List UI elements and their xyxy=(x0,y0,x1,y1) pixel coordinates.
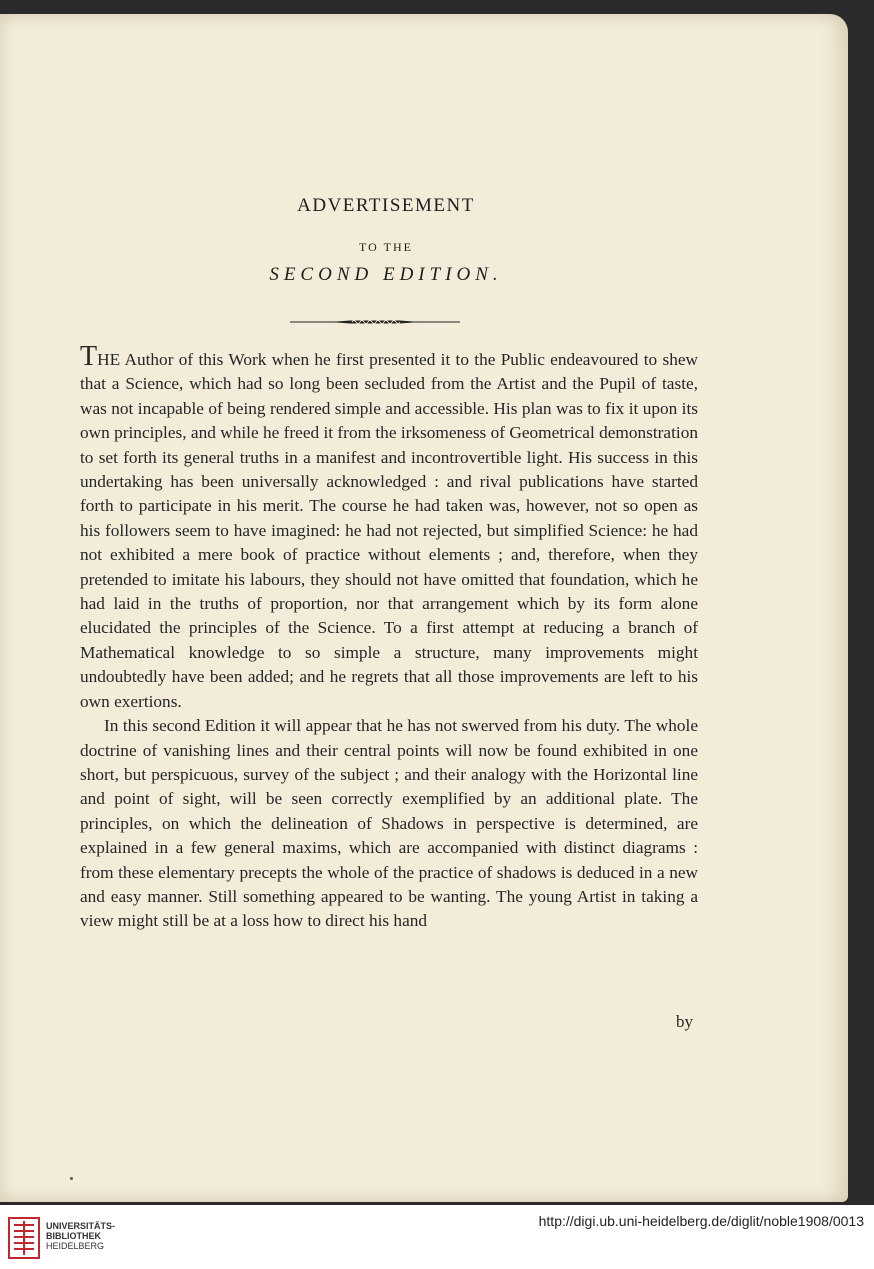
paragraph-2: In this second Edition it will appear that he has not swerved from his duty. The whole doctrine of vanishing lines and their central points will now be found exhibited in one short, but perspicuous, survey of the subject ; and their analogy with the Horizontal line and point of sight, will be seen correctly exemplified by an additional plate. The principles, on which the delineation of Shadows in perspective is determined, are explained in a few general maxims, which are accompanied with distinct diagrams : from these elementary precepts the whole of the practice of shadows is deduced in a new and easy manner. Still something appeared to be wanting. The young Artist in taking a view might still be at a loss how to direct his hand xyxy=(80,716,698,931)
library-logo-icon xyxy=(8,1217,40,1259)
paragraph-1-text: HE Author of this Work when he first presented it to the Public endeavoured to shew that a Science, which had so long been secluded from the Artist and the Pupil of taste, was not incapable of being rendered simple and accessible. His plan was to fix it upon its own principles, and while he freed it from the irksomeness of Geometrical demonstration to set forth its general truths in a manifest and incontrovertible light. His success in this undertaking has been universally acknowledged : and rival publications have started forth to participate in his merit. The course he had taken was, however, not so open as his followers seem to have imagined: he had not rejected, but simplified Science: he had not exhibited a mere book of practice without elements ; and, therefore, when they pretended to imitate his labours, they should not have omitted that foundation, which he had laid in the truths of proportion, nor that arrangement which by its form alone elucidated the principles of the Science. To a first attempt at reducing a branch of Mathematical knowledge to so simple a structure, many improvements might undoubtedly have been added; and he regrets that all those improvements are left to his own exertions. xyxy=(80,350,698,711)
book-page xyxy=(0,14,848,1202)
catchword: by xyxy=(676,1012,693,1031)
page-title: ADVERTISEMENT xyxy=(297,195,475,216)
paragraph-1 xyxy=(80,341,698,714)
page-speck xyxy=(70,1177,73,1180)
library-name-line-3: HEIDELBERG xyxy=(46,1241,105,1251)
library-name-line-1: UNIVERSITÄTS- xyxy=(46,1221,116,1231)
body-text xyxy=(80,341,698,934)
subtitle-edition: SECOND EDITION. xyxy=(269,264,503,285)
library-name-line-2: BIBLIOTHEK xyxy=(46,1231,101,1241)
subtitle-to-the: TO THE xyxy=(359,240,413,254)
library-name xyxy=(46,1221,115,1251)
drop-cap: T xyxy=(80,341,98,372)
footer-bar xyxy=(0,1205,874,1269)
ornamental-rule xyxy=(290,318,460,326)
source-url-link[interactable]: http://digi.ub.uni-heidelberg.de/diglit/noble1908/0013 xyxy=(538,1213,864,1229)
